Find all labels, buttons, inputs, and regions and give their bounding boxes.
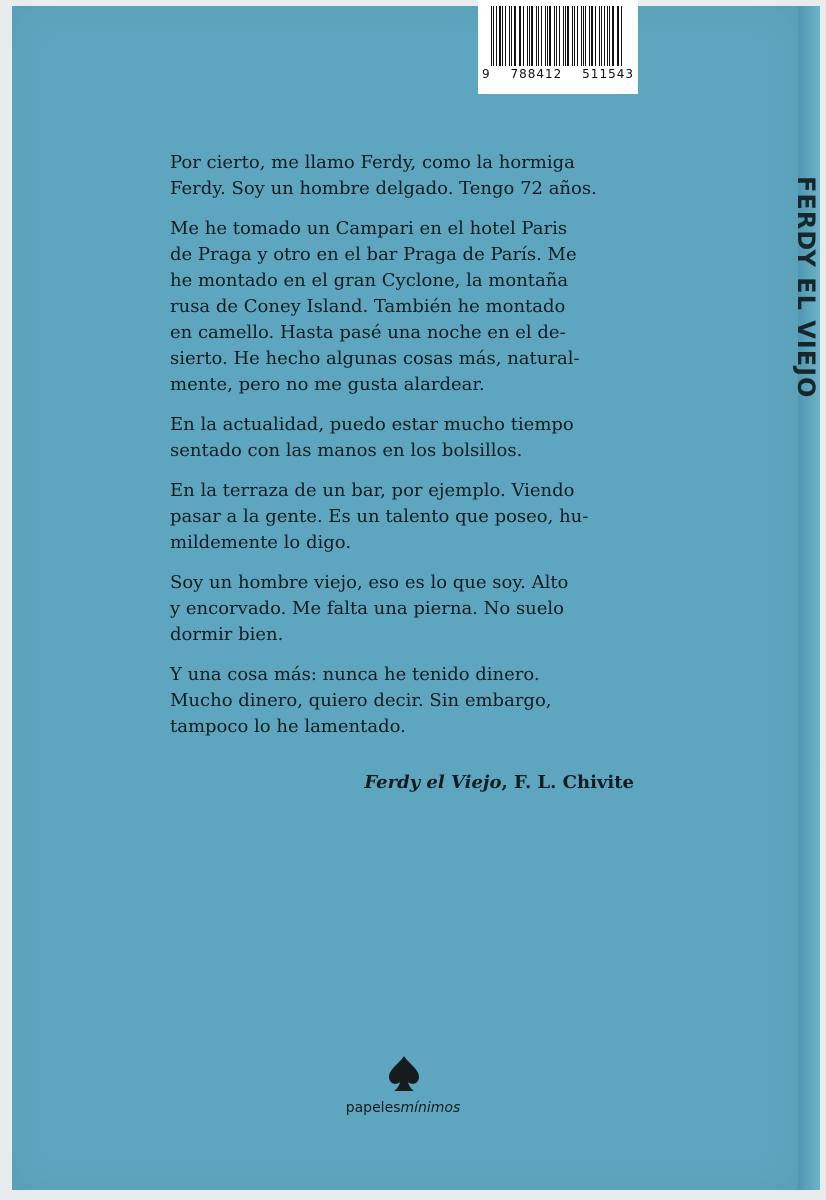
barcode-bar	[609, 6, 610, 66]
barcode-bar	[618, 6, 619, 66]
barcode-bar	[541, 6, 542, 66]
barcode-bar	[601, 6, 602, 66]
barcode-bar	[527, 6, 528, 66]
isbn-digits	[482, 67, 634, 81]
publisher-logo	[300, 1100, 506, 1116]
barcode-bar	[581, 6, 582, 66]
barcode-bar	[589, 6, 590, 66]
barcode-bar	[536, 6, 538, 66]
barcode-bar	[538, 6, 539, 66]
barcode-bar	[493, 6, 494, 66]
barcode-bar	[583, 6, 584, 66]
barcode-bar	[529, 6, 530, 66]
blurb-paragraph: Me he tomado un Campari en el hotel Paris de Praga y otro en el bar Praga de París. Me he montado en el gran Cyclone, la montaña rusa de Coney Island. También he montado en camello. Hasta pasé una noche en el de- sierto. He hecho algunas cosas más, natural- mente, pero no me gusta alardear.	[170, 218, 580, 395]
spade-logo-icon	[387, 1055, 421, 1093]
blurb-paragraph: Soy un hombre viejo, eso es lo que soy. Alto y encorvado. Me falta una pierna. No suelo dormir bien.	[170, 572, 569, 645]
barcode-bar	[595, 6, 596, 66]
publisher-name-italic: mínimos	[400, 1100, 461, 1116]
barcode-bar	[547, 6, 548, 66]
barcode-bar	[520, 6, 521, 66]
barcode-bar	[607, 6, 608, 66]
attribution-author: , F. L. Chivite	[501, 772, 634, 793]
blurb-paragraph: Por cierto, me llamo Ferdy, como la hormiga Ferdy. Soy un hombre delgado. Tengo 72 años.	[170, 152, 597, 199]
barcode-bar	[556, 6, 557, 66]
barcode-bar	[514, 6, 516, 66]
barcode-bar	[491, 6, 492, 66]
barcode-bar	[549, 6, 551, 66]
spine-title: FERDY EL VIEJO	[792, 176, 820, 399]
barcode-bar	[554, 6, 555, 66]
barcode-bar	[505, 6, 506, 66]
barcode-bar	[565, 6, 566, 66]
barcode-bars	[491, 6, 625, 66]
barcode-bar	[591, 6, 593, 66]
barcode-bar	[509, 6, 510, 66]
barcode-bar	[563, 6, 564, 66]
barcode-bar	[612, 6, 614, 66]
book-spine	[792, 6, 820, 1190]
isbn-digit-group: 788412	[510, 67, 563, 81]
barcode-bar	[604, 6, 605, 66]
barcode-bar	[617, 6, 618, 66]
barcode-bar	[519, 6, 520, 66]
barcode-bar	[572, 6, 574, 66]
barcode-bar	[511, 6, 512, 66]
barcode-bar	[599, 6, 600, 66]
quote-attribution	[300, 772, 634, 793]
blurb-text	[170, 150, 640, 754]
blurb-paragraph: Y una cosa más: nunca he tenido dinero. Mucho dinero, quiero decir. Sin embargo, tampoco lo he lamentado.	[170, 664, 552, 737]
isbn-digit-group: 511543	[582, 67, 634, 81]
barcode-bar	[621, 6, 622, 66]
barcode-bar	[545, 6, 546, 66]
barcode-bar	[567, 6, 568, 66]
barcode-bar	[577, 6, 578, 66]
barcode-bar	[574, 6, 575, 66]
barcode-bar	[523, 6, 524, 66]
barcode-bar	[531, 6, 532, 66]
isbn-barcode	[478, 0, 638, 94]
isbn-digit-group: 9	[482, 67, 491, 81]
barcode-bar	[585, 6, 586, 66]
blurb-paragraph: En la terraza de un bar, por ejemplo. Viendo pasar a la gente. Es un talento que poseo, hu- mildemente lo digo.	[170, 480, 589, 553]
barcode-bar	[496, 6, 497, 66]
attribution-book-title: Ferdy el Viejo	[364, 772, 502, 793]
barcode-bar	[499, 6, 501, 66]
barcode-bar	[559, 6, 560, 66]
blurb-paragraph: En la actualidad, puedo estar mucho tiempo sentado con las manos en los bolsillos.	[170, 414, 574, 461]
barcode-bar	[502, 6, 503, 66]
publisher-name-regular: papeles	[345, 1100, 401, 1116]
